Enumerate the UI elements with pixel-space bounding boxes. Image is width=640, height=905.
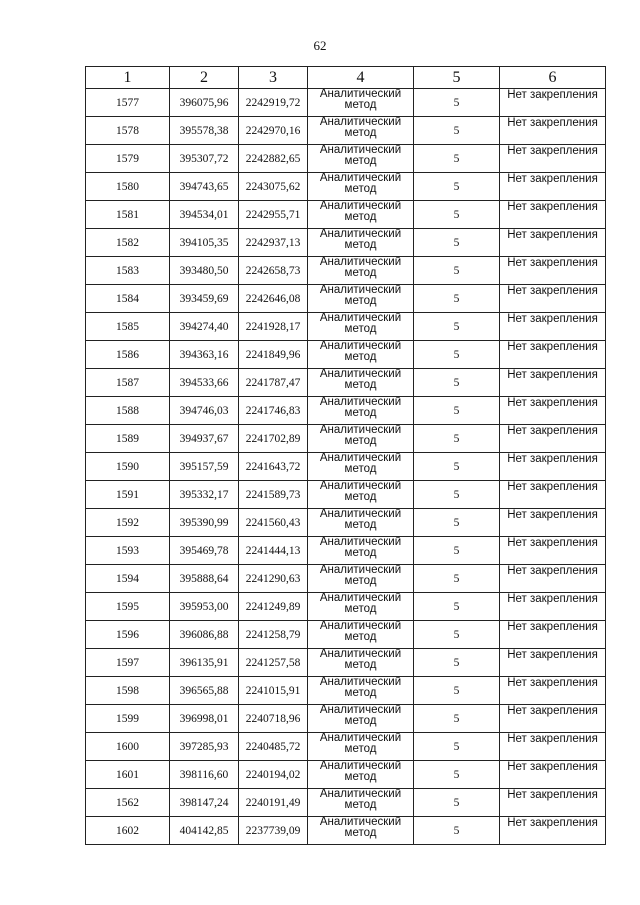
method-cell	[308, 761, 414, 789]
precision-cell: 5	[414, 481, 500, 509]
precision-cell: 5	[414, 173, 500, 201]
x-coordinate-cell: 396565,88	[170, 677, 239, 705]
table-row	[86, 481, 606, 509]
precision-cell: 5	[414, 621, 500, 649]
point-number-cell: 1601	[86, 761, 170, 789]
method-line-2: метод	[344, 183, 377, 195]
x-coordinate-cell: 397285,93	[170, 733, 239, 761]
y-coordinate-cell: 2242937,13	[239, 229, 308, 257]
point-number-cell: 1581	[86, 201, 170, 229]
point-number-cell: 1590	[86, 453, 170, 481]
method-cell	[308, 649, 414, 677]
y-coordinate-cell: 2241257,58	[239, 649, 308, 677]
point-number-cell: 1598	[86, 677, 170, 705]
method-line-2: метод	[344, 519, 377, 531]
method-line-2: метод	[344, 771, 377, 783]
x-coordinate-cell: 394746,03	[170, 397, 239, 425]
point-number-cell: 1580	[86, 173, 170, 201]
x-coordinate-cell: 394937,67	[170, 425, 239, 453]
method-cell	[308, 537, 414, 565]
point-number-cell: 1586	[86, 341, 170, 369]
table-row	[86, 621, 606, 649]
method-line-1: Аналитический	[319, 480, 402, 492]
point-number-cell: 1577	[86, 89, 170, 117]
method-line-1: Аналитический	[319, 256, 402, 268]
point-number-cell: 1583	[86, 257, 170, 285]
precision-cell: 5	[414, 397, 500, 425]
point-number-cell: 1582	[86, 229, 170, 257]
y-coordinate-cell: 2240718,96	[239, 705, 308, 733]
method-line-2: метод	[344, 267, 377, 279]
point-number-cell: 1600	[86, 733, 170, 761]
y-coordinate-cell: 2240485,72	[239, 733, 308, 761]
method-line-1: Аналитический	[319, 452, 402, 464]
fixation-cell: Нет закрепления	[500, 621, 606, 649]
header-row	[86, 67, 606, 89]
precision-cell: 5	[414, 257, 500, 285]
y-coordinate-cell: 2242646,08	[239, 285, 308, 313]
x-coordinate-cell: 396075,96	[170, 89, 239, 117]
table-row	[86, 649, 606, 677]
method-cell	[308, 789, 414, 817]
y-coordinate-cell: 2241746,83	[239, 397, 308, 425]
point-number-cell: 1588	[86, 397, 170, 425]
point-number-cell: 1602	[86, 817, 170, 845]
method-cell	[308, 89, 414, 117]
x-coordinate-cell: 404142,85	[170, 817, 239, 845]
method-line-1: Аналитический	[319, 172, 402, 184]
x-coordinate-cell: 394274,40	[170, 313, 239, 341]
table-body	[86, 89, 606, 845]
method-line-2: метод	[344, 295, 377, 307]
method-line-2: метод	[344, 463, 377, 475]
method-line-2: метод	[344, 715, 377, 727]
method-cell	[308, 677, 414, 705]
coordinates-table	[85, 66, 606, 845]
y-coordinate-cell: 2242970,16	[239, 117, 308, 145]
header-cell-2: 2	[170, 67, 239, 89]
method-cell	[308, 341, 414, 369]
point-number-cell: 1593	[86, 537, 170, 565]
method-cell	[308, 145, 414, 173]
fixation-cell: Нет закрепления	[500, 117, 606, 145]
y-coordinate-cell: 2241290,63	[239, 565, 308, 593]
precision-cell: 5	[414, 789, 500, 817]
y-coordinate-cell: 2242919,72	[239, 89, 308, 117]
fixation-cell: Нет закрепления	[500, 285, 606, 313]
table-row	[86, 677, 606, 705]
precision-cell: 5	[414, 117, 500, 145]
method-cell	[308, 425, 414, 453]
table-row	[86, 201, 606, 229]
method-cell	[308, 397, 414, 425]
fixation-cell: Нет закрепления	[500, 677, 606, 705]
method-line-1: Аналитический	[319, 732, 402, 744]
fixation-cell: Нет закрепления	[500, 173, 606, 201]
table-row	[86, 593, 606, 621]
method-line-1: Аналитический	[319, 312, 402, 324]
point-number-cell: 1596	[86, 621, 170, 649]
precision-cell: 5	[414, 733, 500, 761]
method-cell	[308, 201, 414, 229]
table-row	[86, 285, 606, 313]
point-number-cell: 1589	[86, 425, 170, 453]
method-cell	[308, 565, 414, 593]
table-row	[86, 397, 606, 425]
table-row	[86, 537, 606, 565]
table-row	[86, 761, 606, 789]
method-line-2: метод	[344, 379, 377, 391]
precision-cell: 5	[414, 649, 500, 677]
x-coordinate-cell: 394534,01	[170, 201, 239, 229]
table-row	[86, 313, 606, 341]
y-coordinate-cell: 2240191,49	[239, 789, 308, 817]
method-cell	[308, 509, 414, 537]
header-cell-4: 4	[308, 67, 414, 89]
method-line-1: Аналитический	[319, 648, 402, 660]
fixation-cell: Нет закрепления	[500, 453, 606, 481]
header-cell-3: 3	[239, 67, 308, 89]
precision-cell: 5	[414, 705, 500, 733]
x-coordinate-cell: 396086,88	[170, 621, 239, 649]
table-row	[86, 565, 606, 593]
point-number-cell: 1592	[86, 509, 170, 537]
y-coordinate-cell: 2241589,73	[239, 481, 308, 509]
point-number-cell: 1591	[86, 481, 170, 509]
method-line-1: Аналитический	[319, 704, 402, 716]
table-row	[86, 341, 606, 369]
x-coordinate-cell: 395469,78	[170, 537, 239, 565]
precision-cell: 5	[414, 565, 500, 593]
method-line-1: Аналитический	[319, 368, 402, 380]
fixation-cell: Нет закрепления	[500, 229, 606, 257]
method-line-1: Аналитический	[319, 340, 402, 352]
method-line-2: метод	[344, 491, 377, 503]
method-cell	[308, 705, 414, 733]
table-row	[86, 425, 606, 453]
x-coordinate-cell: 395390,99	[170, 509, 239, 537]
x-coordinate-cell: 396135,91	[170, 649, 239, 677]
y-coordinate-cell: 2241249,89	[239, 593, 308, 621]
fixation-cell: Нет закрепления	[500, 89, 606, 117]
method-line-2: метод	[344, 743, 377, 755]
fixation-cell: Нет закрепления	[500, 201, 606, 229]
method-line-1: Аналитический	[319, 284, 402, 296]
table-row	[86, 509, 606, 537]
method-line-2: метод	[344, 799, 377, 811]
method-line-1: Аналитический	[319, 760, 402, 772]
table-row	[86, 789, 606, 817]
x-coordinate-cell: 394105,35	[170, 229, 239, 257]
y-coordinate-cell: 2241258,79	[239, 621, 308, 649]
method-line-1: Аналитический	[319, 396, 402, 408]
method-line-1: Аналитический	[319, 116, 402, 128]
method-line-1: Аналитический	[319, 592, 402, 604]
point-number-cell: 1584	[86, 285, 170, 313]
y-coordinate-cell: 2242658,73	[239, 257, 308, 285]
method-cell	[308, 229, 414, 257]
method-line-1: Аналитический	[319, 816, 402, 828]
method-cell	[308, 285, 414, 313]
x-coordinate-cell: 395332,17	[170, 481, 239, 509]
method-line-2: метод	[344, 407, 377, 419]
x-coordinate-cell: 394533,66	[170, 369, 239, 397]
method-line-2: метод	[344, 631, 377, 643]
point-number-cell: 1578	[86, 117, 170, 145]
x-coordinate-cell: 395888,64	[170, 565, 239, 593]
method-line-2: метод	[344, 547, 377, 559]
table-row	[86, 453, 606, 481]
precision-cell: 5	[414, 313, 500, 341]
x-coordinate-cell: 393480,50	[170, 257, 239, 285]
precision-cell: 5	[414, 453, 500, 481]
method-line-2: метод	[344, 659, 377, 671]
y-coordinate-cell: 2241015,91	[239, 677, 308, 705]
x-coordinate-cell: 395578,38	[170, 117, 239, 145]
y-coordinate-cell: 2241787,47	[239, 369, 308, 397]
method-cell	[308, 593, 414, 621]
point-number-cell: 1599	[86, 705, 170, 733]
method-cell	[308, 313, 414, 341]
precision-cell: 5	[414, 369, 500, 397]
x-coordinate-cell: 394363,16	[170, 341, 239, 369]
method-line-1: Аналитический	[319, 144, 402, 156]
x-coordinate-cell: 394743,65	[170, 173, 239, 201]
fixation-cell: Нет закрепления	[500, 789, 606, 817]
y-coordinate-cell: 2241928,17	[239, 313, 308, 341]
method-line-2: метод	[344, 575, 377, 587]
precision-cell: 5	[414, 537, 500, 565]
fixation-cell: Нет закрепления	[500, 537, 606, 565]
fixation-cell: Нет закрепления	[500, 761, 606, 789]
method-cell	[308, 621, 414, 649]
method-cell	[308, 453, 414, 481]
fixation-cell: Нет закрепления	[500, 341, 606, 369]
x-coordinate-cell: 398147,24	[170, 789, 239, 817]
y-coordinate-cell: 2241560,43	[239, 509, 308, 537]
method-cell	[308, 481, 414, 509]
fixation-cell: Нет закрепления	[500, 649, 606, 677]
fixation-cell: Нет закрепления	[500, 705, 606, 733]
table-row	[86, 89, 606, 117]
precision-cell: 5	[414, 201, 500, 229]
fixation-cell: Нет закрепления	[500, 313, 606, 341]
method-cell	[308, 117, 414, 145]
fixation-cell: Нет закрепления	[500, 425, 606, 453]
fixation-cell: Нет закрепления	[500, 145, 606, 173]
method-line-2: метод	[344, 603, 377, 615]
precision-cell: 5	[414, 89, 500, 117]
x-coordinate-cell: 395157,59	[170, 453, 239, 481]
method-line-2: метод	[344, 99, 377, 111]
method-line-1: Аналитический	[319, 788, 402, 800]
precision-cell: 5	[414, 145, 500, 173]
method-line-2: метод	[344, 211, 377, 223]
method-cell	[308, 173, 414, 201]
method-line-1: Аналитический	[319, 508, 402, 520]
x-coordinate-cell: 398116,60	[170, 761, 239, 789]
table-row	[86, 145, 606, 173]
table-row	[86, 229, 606, 257]
method-cell	[308, 257, 414, 285]
y-coordinate-cell: 2243075,62	[239, 173, 308, 201]
precision-cell: 5	[414, 677, 500, 705]
y-coordinate-cell: 2237739,09	[239, 817, 308, 845]
precision-cell: 5	[414, 425, 500, 453]
precision-cell: 5	[414, 593, 500, 621]
x-coordinate-cell: 393459,69	[170, 285, 239, 313]
table-row	[86, 257, 606, 285]
method-line-1: Аналитический	[319, 424, 402, 436]
precision-cell: 5	[414, 285, 500, 313]
fixation-cell: Нет закрепления	[500, 257, 606, 285]
table-row	[86, 369, 606, 397]
method-line-2: метод	[344, 155, 377, 167]
x-coordinate-cell: 395307,72	[170, 145, 239, 173]
page-number: 62	[313, 38, 327, 53]
y-coordinate-cell: 2240194,02	[239, 761, 308, 789]
method-line-2: метод	[344, 687, 377, 699]
method-line-1: Аналитический	[319, 536, 402, 548]
method-line-1: Аналитический	[319, 228, 402, 240]
method-line-1: Аналитический	[319, 620, 402, 632]
fixation-cell: Нет закрепления	[500, 593, 606, 621]
method-line-1: Аналитический	[319, 88, 402, 100]
method-cell	[308, 817, 414, 845]
method-line-2: метод	[344, 239, 377, 251]
method-cell	[308, 733, 414, 761]
y-coordinate-cell: 2242882,65	[239, 145, 308, 173]
fixation-cell: Нет закрепления	[500, 397, 606, 425]
table-row	[86, 817, 606, 845]
header-cell-1: 1	[86, 67, 170, 89]
method-line-1: Аналитический	[319, 200, 402, 212]
fixation-cell: Нет закрепления	[500, 369, 606, 397]
method-line-2: метод	[344, 351, 377, 363]
header-cell-5: 5	[414, 67, 500, 89]
method-line-2: метод	[344, 127, 377, 139]
point-number-cell: 1579	[86, 145, 170, 173]
fixation-cell: Нет закрепления	[500, 509, 606, 537]
y-coordinate-cell: 2242955,71	[239, 201, 308, 229]
fixation-cell: Нет закрепления	[500, 565, 606, 593]
precision-cell: 5	[414, 761, 500, 789]
fixation-cell: Нет закрепления	[500, 817, 606, 845]
method-line-2: метод	[344, 323, 377, 335]
precision-cell: 5	[414, 341, 500, 369]
x-coordinate-cell: 396998,01	[170, 705, 239, 733]
method-line-2: метод	[344, 435, 377, 447]
precision-cell: 5	[414, 509, 500, 537]
y-coordinate-cell: 2241849,96	[239, 341, 308, 369]
point-number-cell: 1595	[86, 593, 170, 621]
point-number-cell: 1594	[86, 565, 170, 593]
point-number-cell: 1562	[86, 789, 170, 817]
fixation-cell: Нет закрепления	[500, 733, 606, 761]
x-coordinate-cell: 395953,00	[170, 593, 239, 621]
table-row	[86, 705, 606, 733]
method-line-1: Аналитический	[319, 676, 402, 688]
method-line-2: метод	[344, 827, 377, 839]
table-header	[86, 67, 606, 89]
method-cell	[308, 369, 414, 397]
y-coordinate-cell: 2241702,89	[239, 425, 308, 453]
header-cell-6: 6	[500, 67, 606, 89]
point-number-cell: 1587	[86, 369, 170, 397]
method-line-1: Аналитический	[319, 564, 402, 576]
fixation-cell: Нет закрепления	[500, 481, 606, 509]
precision-cell: 5	[414, 817, 500, 845]
y-coordinate-cell: 2241643,72	[239, 453, 308, 481]
table-row	[86, 733, 606, 761]
point-number-cell: 1585	[86, 313, 170, 341]
table-row	[86, 173, 606, 201]
point-number-cell: 1597	[86, 649, 170, 677]
precision-cell: 5	[414, 229, 500, 257]
table-row	[86, 117, 606, 145]
y-coordinate-cell: 2241444,13	[239, 537, 308, 565]
